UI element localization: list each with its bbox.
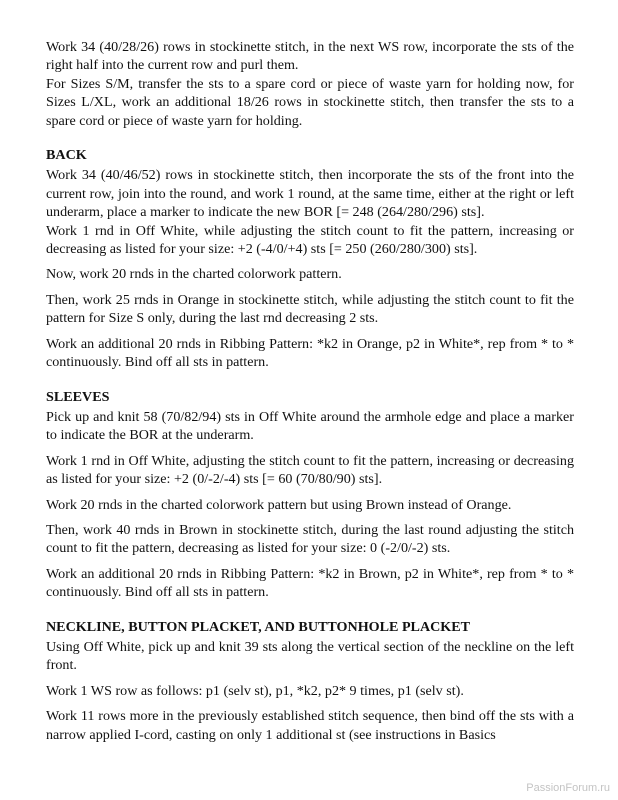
back-paragraph: Work an additional 20 rnds in Ribbing Pattern: *k2 in Orange, p2 in White*, rep from * to * continuously. Bind off all sts in pattern. <box>46 335 574 371</box>
back-paragraph: Then, work 25 rnds in Orange in stockinette stitch, while adjusting the stitch count to fit the pattern for Size S only, during the last rnd decreasing 2 sts. <box>46 291 574 327</box>
document-page <box>46 38 574 751</box>
sleeves-heading: SLEEVES <box>46 388 110 405</box>
neckline-paragraph: Work 1 WS row as follows: p1 (selv st), p1, *k2, p2* 9 times, p1 (selv st). <box>46 682 464 699</box>
sleeves-paragraph: Pick up and knit 58 (70/82/94) sts in Off White around the armhole edge and place a marker to indicate the BOR at the underarm. <box>46 408 574 444</box>
intro-paragraph: For Sizes S/M, transfer the sts to a spare cord or piece of waste yarn for holding now, for Sizes L/XL, work an additional 18/26 rows in stockinette stitch, then transfer the sts to a spare cord or piece of waste yarn for holding. <box>46 75 574 129</box>
back-paragraph: Work 34 (40/46/52) rows in stockinette stitch, then incorporate the sts of the front into the current row, join into the round, and work 1 round, at the same time, either at the right or left underarm, place a marker to indicate the new BOR [= 248 (264/280/296) sts]. <box>46 167 574 221</box>
back-heading: BACK <box>46 147 87 164</box>
sleeves-paragraph: Then, work 40 rnds in Brown in stockinette stitch, during the last round adjusting the stitch count to fit the pattern, decreasing as listed for your size: 0 (-2/0/-2) sts. <box>46 521 574 557</box>
sleeves-paragraph: Work 1 rnd in Off White, adjusting the stitch count to fit the pattern, increasing or decreasing as listed for your size: +2 (0/-2/-4) sts [= 60 (70/80/90) sts]. <box>46 452 574 488</box>
neckline-heading: NECKLINE, BUTTON PLACKET, AND BUTTONHOLE PLACKET <box>46 618 471 635</box>
back-paragraph: Work 1 rnd in Off White, while adjusting the stitch count to fit the pattern, increasing or decreasing as listed for your size: +2 (-4/0/+4) sts [= 250 (260/280/300) sts]. <box>46 222 574 258</box>
watermark: PassionForum.ru <box>526 782 610 794</box>
sleeves-paragraph: Work an additional 20 rnds in Ribbing Pattern: *k2 in Brown, p2 in White*, rep from * to * continuously. Bind off all sts in pattern. <box>46 565 574 601</box>
neckline-paragraph: Using Off White, pick up and knit 39 sts along the vertical section of the neckline on the left front. <box>46 638 574 674</box>
neckline-paragraph: Work 11 rows more in the previously established stitch sequence, then bind off the sts with a narrow applied I-cord, casting on only 1 additional st (see instructions in Basics <box>46 708 574 743</box>
intro-paragraph: Work 34 (40/28/26) rows in stockinette stitch, in the next WS row, incorporate the sts of the right half into the current row and purl them. <box>46 39 574 74</box>
back-paragraph: Now, work 20 rnds in the charted colorwork pattern. <box>46 266 342 283</box>
sleeves-paragraph: Work 20 rnds in the charted colorwork pattern but using Brown instead of Orange. <box>46 496 512 513</box>
